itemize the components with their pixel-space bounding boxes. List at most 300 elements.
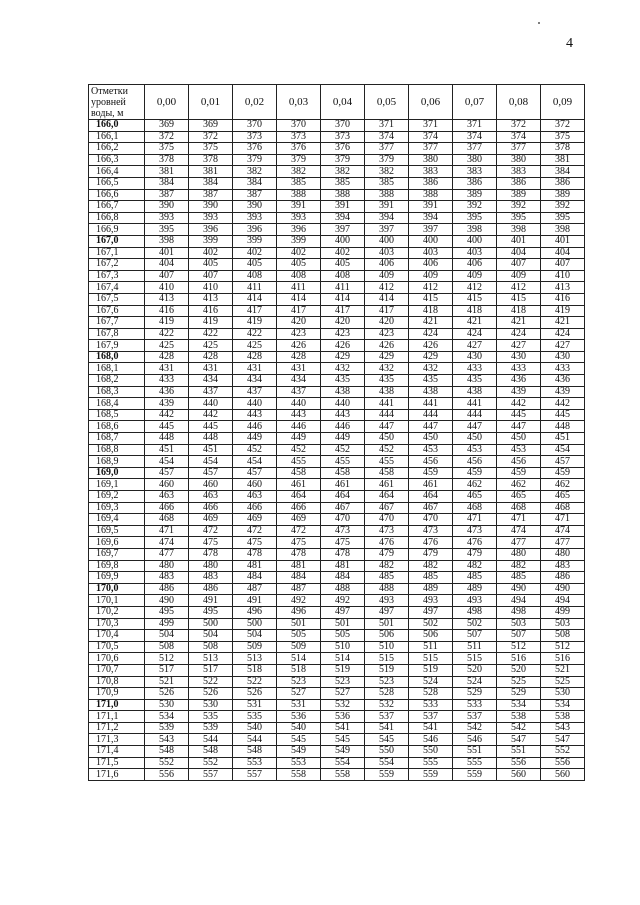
- level-cell: 166,6: [89, 189, 145, 201]
- header-cell: 0,09: [541, 85, 585, 120]
- value-cell: 460: [233, 479, 277, 491]
- level-cell: 168,1: [89, 363, 145, 375]
- value-cell: 511: [453, 641, 497, 653]
- value-cell: 386: [453, 177, 497, 189]
- value-cell: 533: [409, 699, 453, 711]
- value-cell: 389: [541, 189, 585, 201]
- value-cell: 497: [409, 606, 453, 618]
- value-cell: 491: [233, 595, 277, 607]
- value-cell: 526: [145, 688, 189, 700]
- level-cell: 167,2: [89, 259, 145, 271]
- value-cell: 394: [409, 212, 453, 224]
- value-cell: 417: [233, 305, 277, 317]
- value-cell: 494: [541, 595, 585, 607]
- value-cell: 545: [365, 734, 409, 746]
- level-cell: 168,0: [89, 351, 145, 363]
- table-row: [89, 502, 585, 514]
- level-cell: 169,7: [89, 548, 145, 560]
- value-cell: 464: [321, 491, 365, 503]
- table-row: [89, 154, 585, 166]
- value-cell: 411: [321, 282, 365, 294]
- header-level-column: Отметки уровней воды, м: [89, 85, 145, 120]
- value-cell: 559: [365, 769, 409, 781]
- value-cell: 440: [189, 398, 233, 410]
- value-cell: 454: [233, 456, 277, 468]
- value-cell: 373: [277, 131, 321, 143]
- value-cell: 400: [453, 235, 497, 247]
- value-cell: 485: [453, 572, 497, 584]
- value-cell: 548: [189, 746, 233, 758]
- value-cell: 474: [497, 525, 541, 537]
- value-cell: 427: [541, 340, 585, 352]
- table-row: [89, 491, 585, 503]
- value-cell: 480: [541, 548, 585, 560]
- value-cell: 490: [145, 595, 189, 607]
- table-row: [89, 259, 585, 271]
- level-cell: 171,1: [89, 711, 145, 723]
- value-cell: 413: [541, 282, 585, 294]
- value-cell: 419: [541, 305, 585, 317]
- value-cell: 447: [409, 421, 453, 433]
- value-cell: 374: [409, 131, 453, 143]
- value-cell: 438: [365, 386, 409, 398]
- table-row: [89, 328, 585, 340]
- value-cell: 552: [145, 757, 189, 769]
- value-cell: 554: [365, 757, 409, 769]
- value-cell: 556: [497, 757, 541, 769]
- value-cell: 393: [145, 212, 189, 224]
- value-cell: 539: [189, 722, 233, 734]
- value-cell: 391: [409, 201, 453, 213]
- value-cell: 446: [277, 421, 321, 433]
- value-cell: 421: [453, 317, 497, 329]
- value-cell: 407: [541, 259, 585, 271]
- value-cell: 410: [145, 282, 189, 294]
- value-cell: 391: [365, 201, 409, 213]
- value-cell: 500: [189, 618, 233, 630]
- value-cell: 434: [233, 375, 277, 387]
- value-cell: 555: [409, 757, 453, 769]
- value-cell: 541: [365, 722, 409, 734]
- value-cell: 460: [145, 479, 189, 491]
- value-cell: 402: [277, 247, 321, 259]
- value-cell: 396: [189, 224, 233, 236]
- value-cell: 424: [453, 328, 497, 340]
- value-cell: 375: [541, 131, 585, 143]
- value-cell: 536: [277, 711, 321, 723]
- table-row: [89, 641, 585, 653]
- value-cell: 495: [145, 606, 189, 618]
- value-cell: 526: [189, 688, 233, 700]
- value-cell: 445: [541, 409, 585, 421]
- value-cell: 420: [277, 317, 321, 329]
- level-cell: 170,9: [89, 688, 145, 700]
- table-row: [89, 746, 585, 758]
- value-cell: 421: [409, 317, 453, 329]
- value-cell: 435: [409, 375, 453, 387]
- value-cell: 452: [365, 444, 409, 456]
- value-cell: 468: [497, 502, 541, 514]
- value-cell: 525: [541, 676, 585, 688]
- value-cell: 400: [409, 235, 453, 247]
- value-cell: 431: [233, 363, 277, 375]
- level-cell: 169,4: [89, 514, 145, 526]
- value-cell: 462: [541, 479, 585, 491]
- value-cell: 485: [409, 572, 453, 584]
- value-cell: 454: [189, 456, 233, 468]
- table-body: [89, 120, 585, 781]
- value-cell: 486: [541, 572, 585, 584]
- value-cell: 489: [453, 583, 497, 595]
- level-cell: 166,8: [89, 212, 145, 224]
- table-row: [89, 722, 585, 734]
- value-cell: 384: [233, 177, 277, 189]
- value-cell: 505: [277, 630, 321, 642]
- value-cell: 391: [321, 201, 365, 213]
- value-cell: 453: [453, 444, 497, 456]
- value-cell: 543: [145, 734, 189, 746]
- value-cell: 384: [145, 177, 189, 189]
- value-cell: 385: [365, 177, 409, 189]
- value-cell: 502: [453, 618, 497, 630]
- table-row: [89, 409, 585, 421]
- value-cell: 427: [453, 340, 497, 352]
- value-cell: 386: [497, 177, 541, 189]
- value-cell: 439: [145, 398, 189, 410]
- value-cell: 527: [321, 688, 365, 700]
- value-cell: 437: [189, 386, 233, 398]
- value-cell: 493: [453, 595, 497, 607]
- value-cell: 436: [541, 375, 585, 387]
- value-cell: 507: [453, 630, 497, 642]
- value-cell: 409: [365, 270, 409, 282]
- level-cell: 166,1: [89, 131, 145, 143]
- value-cell: 405: [321, 259, 365, 271]
- value-cell: 543: [541, 722, 585, 734]
- table-row: [89, 375, 585, 387]
- level-cell: 167,7: [89, 317, 145, 329]
- water-level-table: [88, 84, 585, 781]
- value-cell: 517: [145, 664, 189, 676]
- value-cell: 498: [497, 606, 541, 618]
- value-cell: 457: [233, 467, 277, 479]
- value-cell: 388: [277, 189, 321, 201]
- value-cell: 421: [497, 317, 541, 329]
- value-cell: 483: [541, 560, 585, 572]
- value-cell: 520: [453, 664, 497, 676]
- value-cell: 414: [277, 293, 321, 305]
- value-cell: 470: [409, 514, 453, 526]
- value-cell: 467: [321, 502, 365, 514]
- value-cell: 456: [409, 456, 453, 468]
- level-cell: 168,2: [89, 375, 145, 387]
- header-cell: 0,00: [145, 85, 189, 120]
- value-cell: 397: [365, 224, 409, 236]
- value-cell: 491: [189, 595, 233, 607]
- value-cell: 524: [409, 676, 453, 688]
- level-cell: 167,6: [89, 305, 145, 317]
- value-cell: 381: [145, 166, 189, 178]
- table-row: [89, 630, 585, 642]
- value-cell: 436: [145, 386, 189, 398]
- value-cell: 535: [233, 711, 277, 723]
- value-cell: 428: [189, 351, 233, 363]
- level-cell: 167,9: [89, 340, 145, 352]
- value-cell: 377: [365, 143, 409, 155]
- value-cell: 478: [321, 548, 365, 560]
- value-cell: 427: [497, 340, 541, 352]
- value-cell: 395: [453, 212, 497, 224]
- value-cell: 386: [541, 177, 585, 189]
- value-cell: 469: [189, 514, 233, 526]
- value-cell: 529: [497, 688, 541, 700]
- value-cell: 552: [541, 746, 585, 758]
- value-cell: 409: [409, 270, 453, 282]
- value-cell: 407: [145, 270, 189, 282]
- level-cell: 166,0: [89, 120, 145, 132]
- value-cell: 465: [497, 491, 541, 503]
- value-cell: 466: [233, 502, 277, 514]
- header-cell: 0,05: [365, 85, 409, 120]
- value-cell: 489: [409, 583, 453, 595]
- value-cell: 475: [277, 537, 321, 549]
- value-cell: 455: [321, 456, 365, 468]
- level-cell: 170,1: [89, 595, 145, 607]
- header-cell: 0,04: [321, 85, 365, 120]
- value-cell: 419: [233, 317, 277, 329]
- value-cell: 403: [453, 247, 497, 259]
- value-cell: 540: [277, 722, 321, 734]
- value-cell: 450: [453, 433, 497, 445]
- value-cell: 548: [233, 746, 277, 758]
- level-cell: 169,1: [89, 479, 145, 491]
- value-cell: 479: [365, 548, 409, 560]
- value-cell: 518: [233, 664, 277, 676]
- value-cell: 444: [453, 409, 497, 421]
- value-cell: 453: [409, 444, 453, 456]
- value-cell: 401: [541, 235, 585, 247]
- value-cell: 424: [541, 328, 585, 340]
- table-row: [89, 247, 585, 259]
- value-cell: 389: [453, 189, 497, 201]
- value-cell: 433: [541, 363, 585, 375]
- value-cell: 466: [189, 502, 233, 514]
- value-cell: 459: [497, 467, 541, 479]
- value-cell: 493: [409, 595, 453, 607]
- value-cell: 372: [497, 120, 541, 132]
- value-cell: 388: [365, 189, 409, 201]
- value-cell: 504: [233, 630, 277, 642]
- value-cell: 422: [233, 328, 277, 340]
- value-cell: 476: [453, 537, 497, 549]
- value-cell: 464: [365, 491, 409, 503]
- value-cell: 414: [365, 293, 409, 305]
- table-row: [89, 282, 585, 294]
- value-cell: 535: [189, 711, 233, 723]
- value-cell: 460: [189, 479, 233, 491]
- value-cell: 522: [189, 676, 233, 688]
- value-cell: 473: [453, 525, 497, 537]
- value-cell: 431: [277, 363, 321, 375]
- value-cell: 496: [233, 606, 277, 618]
- value-cell: 390: [145, 201, 189, 213]
- value-cell: 463: [189, 491, 233, 503]
- value-cell: 507: [497, 630, 541, 642]
- value-cell: 453: [497, 444, 541, 456]
- value-cell: 550: [365, 746, 409, 758]
- value-cell: 508: [189, 641, 233, 653]
- header-cell: 0,07: [453, 85, 497, 120]
- level-cell: 166,5: [89, 177, 145, 189]
- value-cell: 395: [145, 224, 189, 236]
- value-cell: 560: [497, 769, 541, 781]
- value-cell: 434: [189, 375, 233, 387]
- value-cell: 519: [321, 664, 365, 676]
- value-cell: 545: [321, 734, 365, 746]
- value-cell: 376: [233, 143, 277, 155]
- value-cell: 428: [277, 351, 321, 363]
- value-cell: 449: [233, 433, 277, 445]
- value-cell: 479: [409, 548, 453, 560]
- value-cell: 538: [541, 711, 585, 723]
- value-cell: 425: [233, 340, 277, 352]
- value-cell: 378: [145, 154, 189, 166]
- value-cell: 447: [497, 421, 541, 433]
- value-cell: 487: [277, 583, 321, 595]
- value-cell: 382: [233, 166, 277, 178]
- value-cell: 523: [321, 676, 365, 688]
- value-cell: 469: [233, 514, 277, 526]
- value-cell: 480: [189, 560, 233, 572]
- value-cell: 402: [321, 247, 365, 259]
- value-cell: 402: [233, 247, 277, 259]
- table-row: [89, 444, 585, 456]
- value-cell: 549: [321, 746, 365, 758]
- level-cell: 169,8: [89, 560, 145, 572]
- value-cell: 418: [409, 305, 453, 317]
- value-cell: 455: [365, 456, 409, 468]
- value-cell: 399: [189, 235, 233, 247]
- value-cell: 384: [541, 166, 585, 178]
- value-cell: 449: [277, 433, 321, 445]
- value-cell: 471: [497, 514, 541, 526]
- level-cell: 170,4: [89, 630, 145, 642]
- value-cell: 458: [277, 467, 321, 479]
- value-cell: 468: [145, 514, 189, 526]
- table-row: [89, 548, 585, 560]
- value-cell: 504: [145, 630, 189, 642]
- value-cell: 440: [321, 398, 365, 410]
- value-cell: 423: [321, 328, 365, 340]
- value-cell: 471: [541, 514, 585, 526]
- value-cell: 426: [365, 340, 409, 352]
- value-cell: 478: [189, 548, 233, 560]
- level-cell: 170,0: [89, 583, 145, 595]
- value-cell: 374: [453, 131, 497, 143]
- value-cell: 398: [453, 224, 497, 236]
- value-cell: 372: [189, 131, 233, 143]
- value-cell: 499: [145, 618, 189, 630]
- value-cell: 550: [409, 746, 453, 758]
- value-cell: 534: [541, 699, 585, 711]
- value-cell: 555: [453, 757, 497, 769]
- level-cell: 168,5: [89, 409, 145, 421]
- table-row: [89, 653, 585, 665]
- value-cell: 451: [145, 444, 189, 456]
- value-cell: 382: [365, 166, 409, 178]
- value-cell: 467: [365, 502, 409, 514]
- value-cell: 370: [277, 120, 321, 132]
- value-cell: 416: [541, 293, 585, 305]
- level-cell: 169,9: [89, 572, 145, 584]
- value-cell: 373: [233, 131, 277, 143]
- table-row: [89, 456, 585, 468]
- table-row: [89, 189, 585, 201]
- value-cell: 387: [189, 189, 233, 201]
- value-cell: 412: [453, 282, 497, 294]
- value-cell: 516: [541, 653, 585, 665]
- value-cell: 541: [409, 722, 453, 734]
- value-cell: 420: [365, 317, 409, 329]
- value-cell: 488: [365, 583, 409, 595]
- value-cell: 424: [409, 328, 453, 340]
- value-cell: 441: [409, 398, 453, 410]
- value-cell: 380: [453, 154, 497, 166]
- value-cell: 428: [145, 351, 189, 363]
- value-cell: 474: [145, 537, 189, 549]
- value-cell: 387: [145, 189, 189, 201]
- value-cell: 544: [189, 734, 233, 746]
- header-cell: 0,02: [233, 85, 277, 120]
- value-cell: 447: [365, 421, 409, 433]
- value-cell: 372: [541, 120, 585, 132]
- value-cell: 447: [453, 421, 497, 433]
- value-cell: 418: [453, 305, 497, 317]
- value-cell: 442: [497, 398, 541, 410]
- value-cell: 375: [189, 143, 233, 155]
- value-cell: 440: [233, 398, 277, 410]
- value-cell: 422: [145, 328, 189, 340]
- value-cell: 382: [277, 166, 321, 178]
- value-cell: 515: [453, 653, 497, 665]
- value-cell: 395: [541, 212, 585, 224]
- value-cell: 476: [409, 537, 453, 549]
- value-cell: 376: [277, 143, 321, 155]
- value-cell: 408: [321, 270, 365, 282]
- table-row: [89, 131, 585, 143]
- value-cell: 463: [145, 491, 189, 503]
- level-cell: 170,6: [89, 653, 145, 665]
- value-cell: 371: [453, 120, 497, 132]
- value-cell: 397: [321, 224, 365, 236]
- value-cell: 390: [189, 201, 233, 213]
- value-cell: 534: [145, 711, 189, 723]
- value-cell: 407: [497, 259, 541, 271]
- level-cell: 170,5: [89, 641, 145, 653]
- value-cell: 511: [409, 641, 453, 653]
- value-cell: 392: [453, 201, 497, 213]
- value-cell: 386: [409, 177, 453, 189]
- table-row: [89, 583, 585, 595]
- value-cell: 473: [321, 525, 365, 537]
- value-cell: 408: [233, 270, 277, 282]
- value-cell: 377: [409, 143, 453, 155]
- level-cell: 167,3: [89, 270, 145, 282]
- value-cell: 509: [233, 641, 277, 653]
- value-cell: 381: [189, 166, 233, 178]
- value-cell: 383: [409, 166, 453, 178]
- value-cell: 403: [409, 247, 453, 259]
